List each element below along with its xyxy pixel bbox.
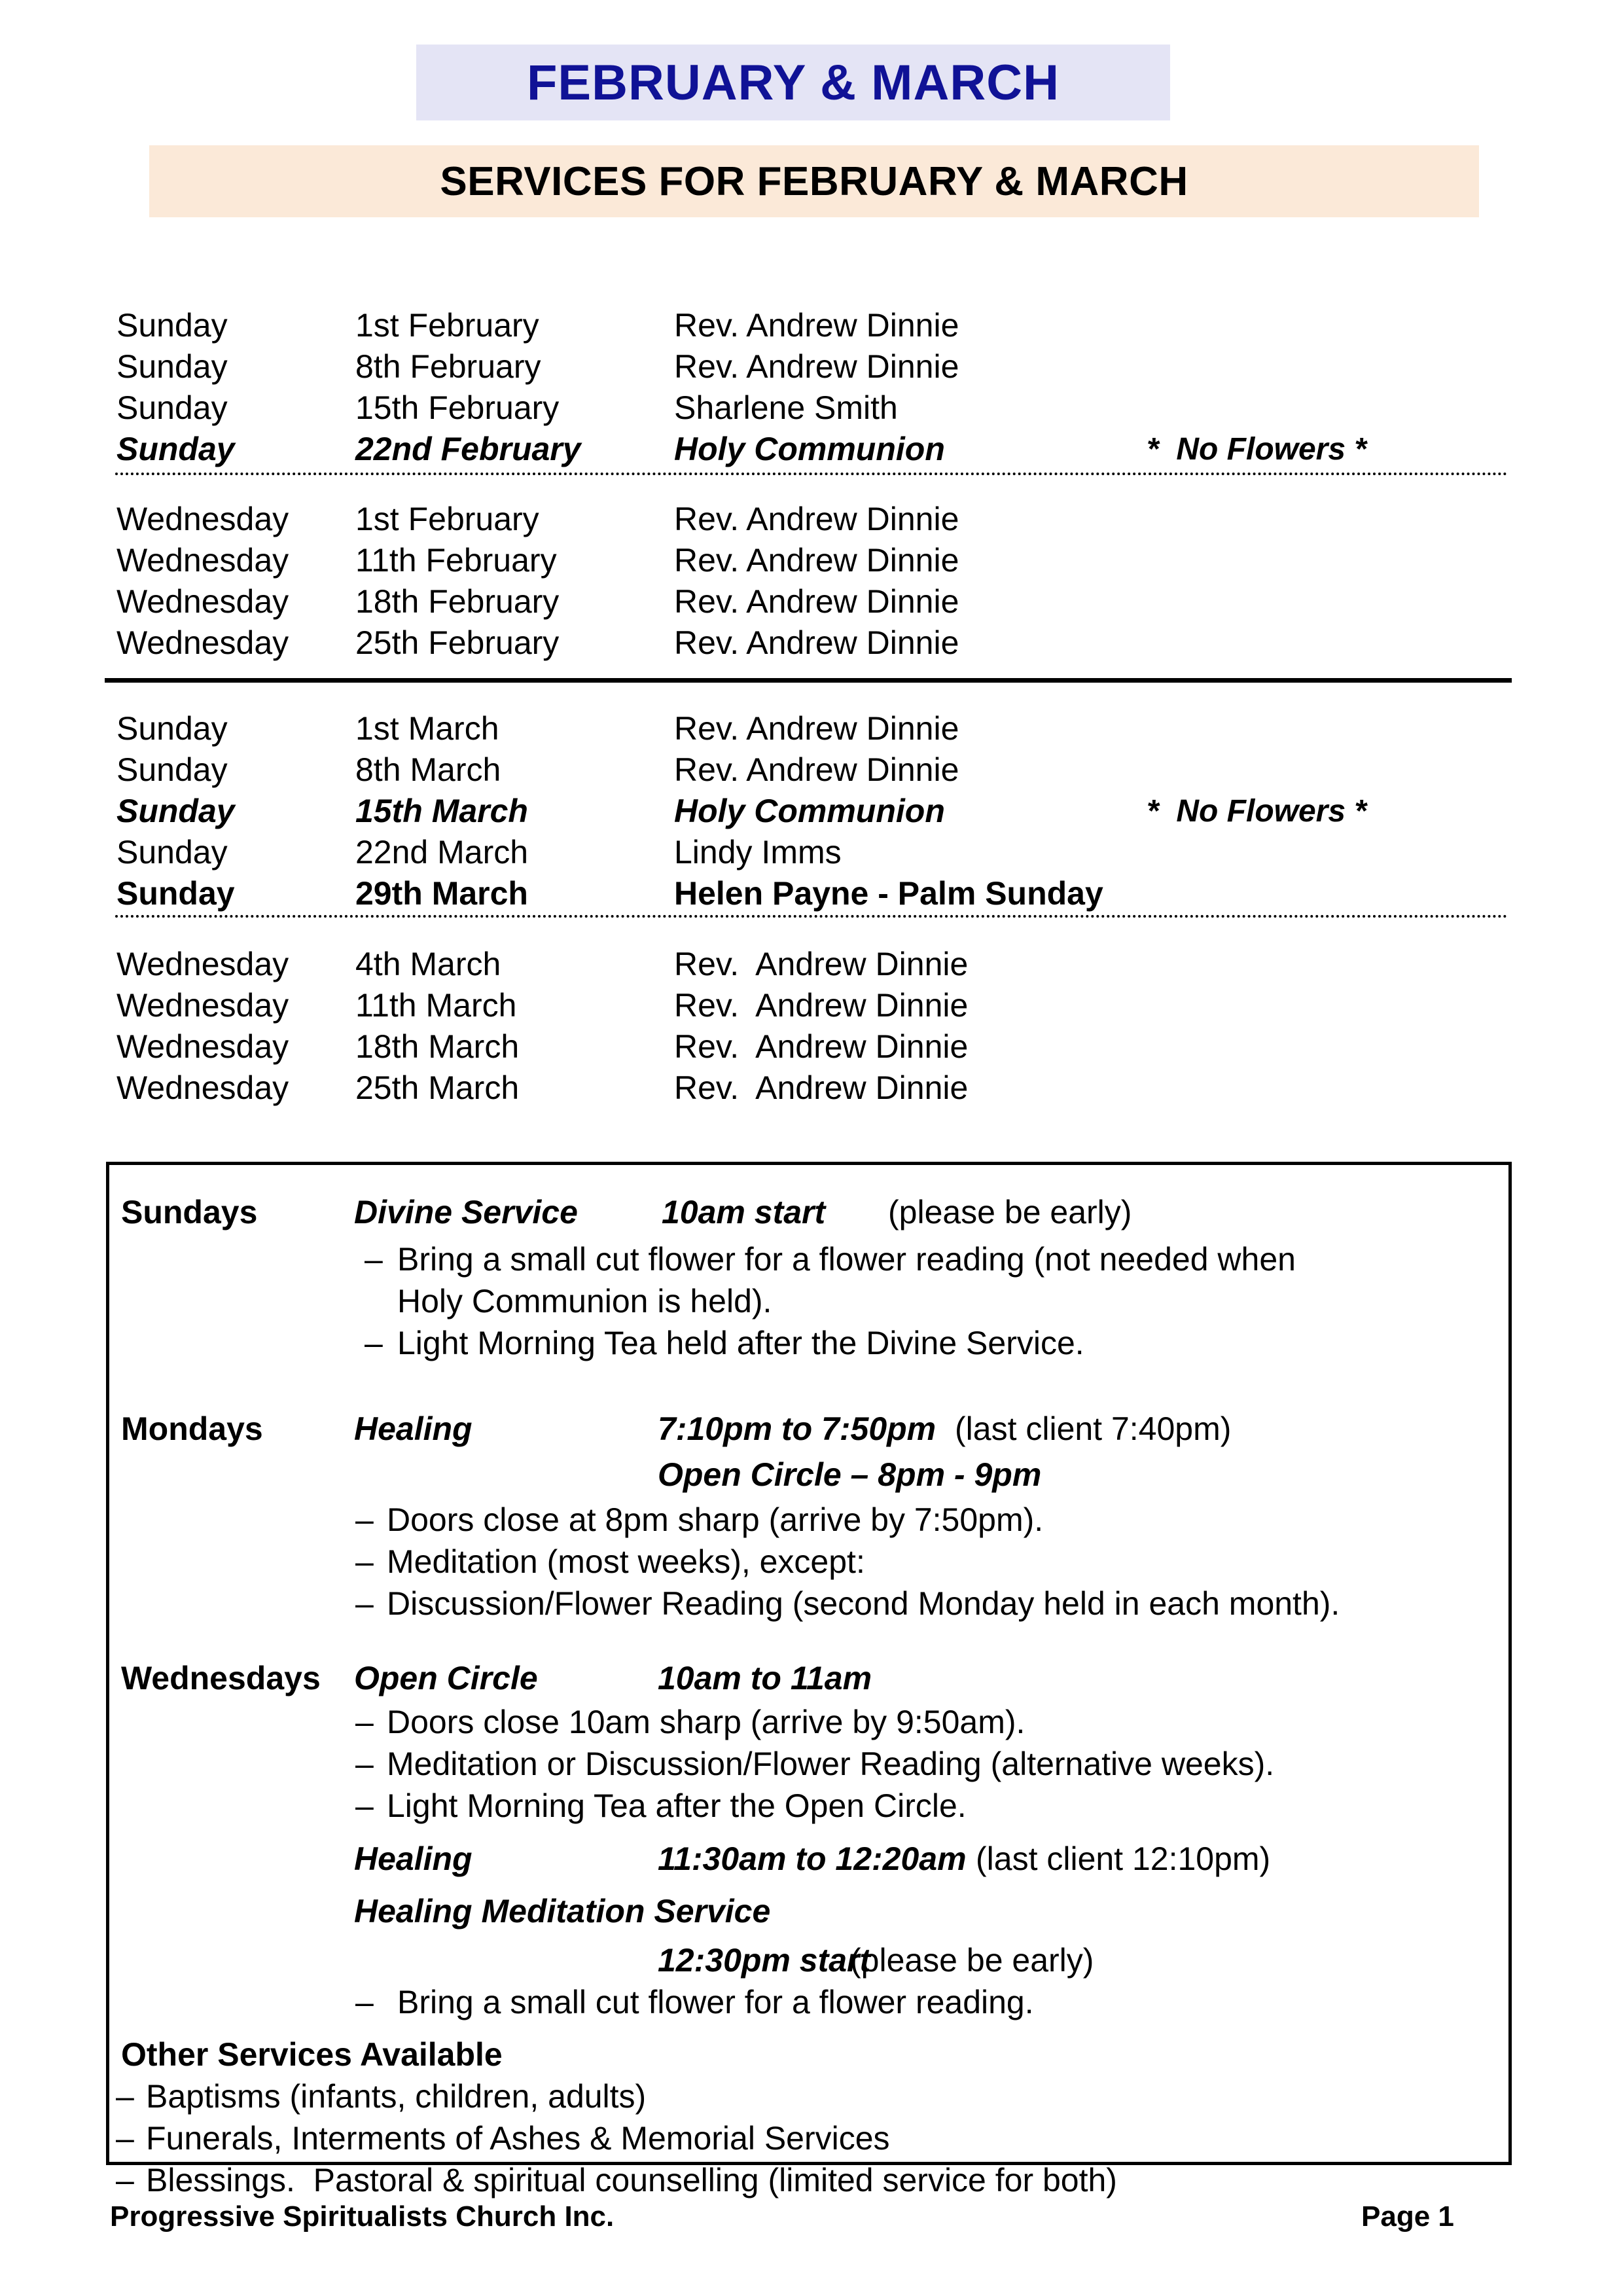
row-day: Sunday (116, 348, 228, 385)
section-divider-dotted (115, 915, 1508, 918)
other-services-item-3: Blessings. Pastoral & spiritual counselling (limited service for both) (146, 2162, 1117, 2198)
table-row (0, 499, 1623, 540)
row-date: 1st February (355, 501, 539, 537)
table-row (0, 1067, 1623, 1109)
wednesdays-bullet-3: Light Morning Tea after the Open Circle. (387, 1787, 967, 1824)
bullet-dash: – (355, 1543, 374, 1580)
bullet-dash: – (355, 1984, 374, 2020)
row-minister: Holy Communion (674, 793, 945, 829)
table-row (0, 387, 1623, 429)
row-date: 18th March (355, 1028, 520, 1065)
row-day: Sunday (116, 793, 235, 829)
table-row (0, 749, 1623, 791)
row-minister: Rev. Andrew Dinnie (674, 307, 959, 344)
row-day: Wednesday (116, 542, 289, 579)
row-minister: Lindy Imms (674, 834, 842, 870)
mondays-bullet-2: Meditation (most weeks), except: (387, 1543, 865, 1580)
healing-meditation-service-time: 12:30pm start (658, 1942, 871, 1979)
sundays-time-note: (please be early) (888, 1194, 1132, 1230)
mondays-open-circle: Open Circle – 8pm - 9pm (658, 1456, 1042, 1493)
row-day: Wednesday (116, 1069, 289, 1106)
bullet-dash: – (355, 1585, 374, 1622)
section-divider-dotted (115, 473, 1508, 475)
row-date: 15th February (355, 389, 560, 426)
table-row (0, 985, 1623, 1026)
row-date: 1st February (355, 307, 539, 344)
table-row (0, 581, 1623, 622)
row-day: Sunday (116, 431, 235, 467)
table-row (0, 622, 1623, 664)
row-day: Sunday (116, 751, 228, 788)
row-date: 22nd February (355, 431, 581, 467)
table-row (0, 429, 1623, 470)
row-flag: * No Flowers * (1147, 794, 1367, 829)
row-date: 29th March (355, 875, 528, 912)
wednesdays-healing-time: 11:30am to 12:20am (658, 1840, 967, 1877)
mondays-service: Healing (354, 1410, 473, 1447)
healing-meditation-service-note: (please be early) (850, 1942, 1094, 1979)
row-day: Wednesday (116, 987, 289, 1024)
row-day: Sunday (116, 389, 228, 426)
sundays-bullet-2: Light Morning Tea held after the Divine Service. (397, 1325, 1084, 1361)
mondays-bullet-1: Doors close at 8pm sharp (arrive by 7:50pm). (387, 1501, 1044, 1538)
mondays-time: 7:10pm to 7:50pm (658, 1410, 936, 1447)
row-minister: Holy Communion (674, 431, 945, 467)
bullet-dash: – (355, 1787, 374, 1824)
wednesdays-healing-label: Healing (354, 1840, 473, 1877)
row-minister: Helen Payne - Palm Sunday (674, 875, 1103, 912)
row-date: 15th March (355, 793, 528, 829)
page-title: FEBRUARY & MARCH (527, 54, 1060, 111)
row-date: 4th March (355, 946, 501, 982)
title-banner (416, 45, 1170, 120)
table-row (0, 873, 1623, 914)
bullet-dash: – (116, 2162, 134, 2198)
subtitle-banner (149, 145, 1479, 217)
row-day: Sunday (116, 307, 228, 344)
mondays-label: Mondays (121, 1410, 263, 1447)
row-date: 11th March (355, 987, 517, 1024)
sundays-label: Sundays (121, 1194, 258, 1230)
row-minister: Rev. Andrew Dinnie (674, 583, 959, 620)
wednesdays-time: 10am to 11am (658, 1660, 872, 1696)
footer-organisation: Progressive Spiritualists Church Inc. (110, 2200, 615, 2233)
row-date: 25th February (355, 624, 560, 661)
row-date: 8th February (355, 348, 541, 385)
bullet-dash: – (365, 1325, 383, 1361)
row-day: Sunday (116, 710, 228, 747)
row-minister: Rev. Andrew Dinnie (674, 1028, 969, 1065)
bullet-dash: – (365, 1241, 383, 1278)
table-row (0, 708, 1623, 749)
section-divider-solid (105, 678, 1512, 683)
row-day: Sunday (116, 875, 235, 912)
row-minister: Rev. Andrew Dinnie (674, 987, 969, 1024)
bullet-dash: – (116, 2120, 134, 2157)
table-row (0, 540, 1623, 581)
row-day: Wednesday (116, 583, 289, 620)
row-date: 8th March (355, 751, 501, 788)
sundays-bullet-1: Bring a small cut flower for a flower reading (not needed when (397, 1241, 1296, 1278)
table-row (0, 791, 1623, 832)
row-date: 1st March (355, 710, 499, 747)
wednesdays-healing-note: (last client 12:10pm) (976, 1840, 1271, 1877)
sundays-bullet-1-cont: Holy Communion is held). (397, 1283, 772, 1319)
other-services-heading: Other Services Available (121, 2036, 503, 2073)
row-minister: Sharlene Smith (674, 389, 898, 426)
healing-meditation-service-label: Healing Meditation Service (354, 1893, 771, 1929)
row-minister: Rev. Andrew Dinnie (674, 710, 959, 747)
wednesdays-bullet-1: Doors close 10am sharp (arrive by 9:50am). (387, 1704, 1026, 1740)
row-minister: Rev. Andrew Dinnie (674, 501, 959, 537)
footer-page-number: Page 1 (1361, 2200, 1454, 2233)
schedule-february-wednesdays (0, 499, 1623, 664)
schedule-march-wednesdays (0, 944, 1623, 1109)
other-services-item-1: Baptisms (infants, children, adults) (146, 2078, 647, 2115)
row-date: 11th February (355, 542, 557, 579)
page-subtitle: SERVICES FOR FEBRUARY & MARCH (440, 158, 1188, 204)
wednesdays-bullet-2: Meditation or Discussion/Flower Reading (alternative weeks). (387, 1746, 1275, 1782)
row-minister: Rev. Andrew Dinnie (674, 1069, 969, 1106)
schedule-february-sundays (0, 305, 1623, 470)
row-date: 18th February (355, 583, 560, 620)
sundays-service: Divine Service (354, 1194, 578, 1230)
wednesdays-service: Open Circle (354, 1660, 538, 1696)
row-minister: Rev. Andrew Dinnie (674, 542, 959, 579)
mondays-time-note: (last client 7:40pm) (955, 1410, 1232, 1447)
bullet-dash: – (355, 1746, 374, 1782)
healing-meditation-bullet: Bring a small cut flower for a flower reading. (397, 1984, 1034, 2020)
row-day: Wednesday (116, 501, 289, 537)
service-details-box (106, 1162, 1512, 2198)
row-minister: Rev. Andrew Dinnie (674, 751, 959, 788)
wednesdays-label: Wednesdays (121, 1660, 321, 1696)
row-day: Wednesday (116, 624, 289, 661)
row-minister: Rev. Andrew Dinnie (674, 348, 959, 385)
table-row (0, 832, 1623, 873)
table-row (0, 1026, 1623, 1067)
row-minister: Rev. Andrew Dinnie (674, 946, 969, 982)
row-date: 25th March (355, 1069, 520, 1106)
row-day: Sunday (116, 834, 228, 870)
row-minister: Rev. Andrew Dinnie (674, 624, 959, 661)
bullet-dash: – (355, 1704, 374, 1740)
row-day: Wednesday (116, 946, 289, 982)
bullet-dash: – (116, 2078, 134, 2115)
schedule-march-sundays (0, 708, 1623, 914)
row-flag: * No Flowers * (1147, 432, 1367, 467)
bullet-dash: – (355, 1501, 374, 1538)
row-day: Wednesday (116, 1028, 289, 1065)
sundays-time: 10am start (662, 1194, 826, 1230)
table-row (0, 944, 1623, 985)
row-date: 22nd March (355, 834, 529, 870)
mondays-bullet-3: Discussion/Flower Reading (second Monday held in each month). (387, 1585, 1340, 1622)
other-services-item-2: Funerals, Interments of Ashes & Memorial Services (146, 2120, 890, 2157)
table-row (0, 346, 1623, 387)
table-row (0, 305, 1623, 346)
